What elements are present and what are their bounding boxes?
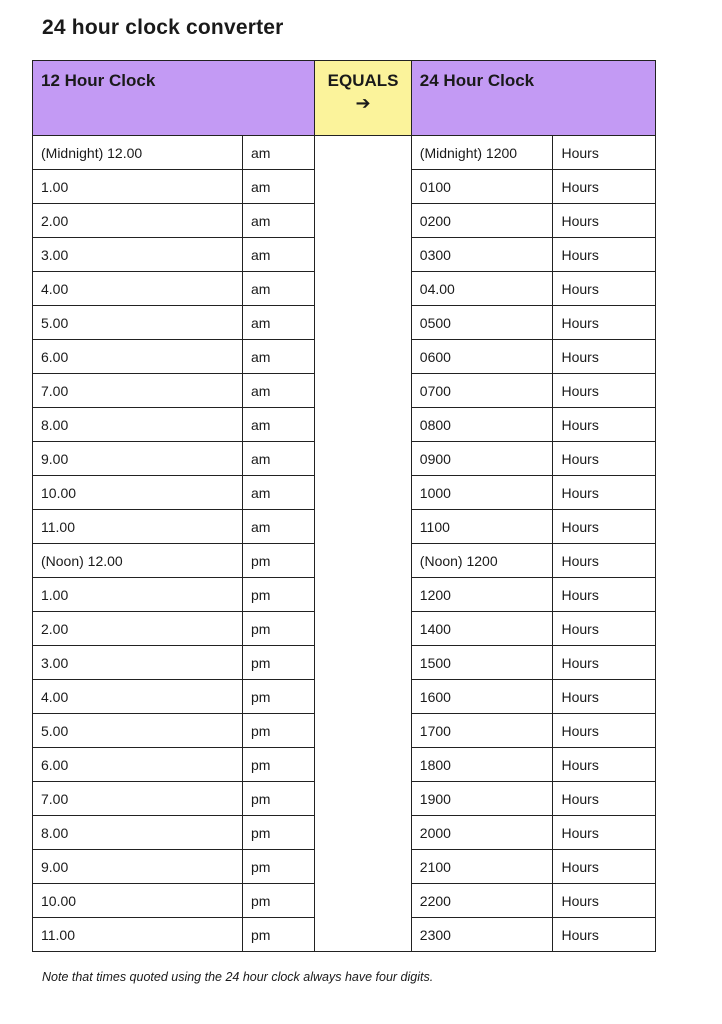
cell-hours-unit: Hours — [553, 884, 656, 918]
cell-12-hour-time: 2.00 — [33, 612, 243, 646]
cell-24-hour-time: 0200 — [411, 204, 553, 238]
cell-12-hour-time: 1.00 — [33, 170, 243, 204]
cell-24-hour-time: 0800 — [411, 408, 553, 442]
cell-am-pm: am — [243, 238, 315, 272]
cell-24-hour-time: 0600 — [411, 340, 553, 374]
cell-hours-unit: Hours — [553, 510, 656, 544]
page-title: 24 hour clock converter — [42, 16, 284, 39]
cell-24-hour-time: 1900 — [411, 782, 553, 816]
clock-conversion-table — [32, 60, 656, 952]
cell-24-hour-time: 0900 — [411, 442, 553, 476]
equals-column — [315, 136, 411, 952]
cell-am-pm: am — [243, 476, 315, 510]
right-arrow-icon: ➔ — [355, 93, 371, 113]
cell-hours-unit: Hours — [553, 204, 656, 238]
cell-12-hour-time: 7.00 — [33, 374, 243, 408]
cell-hours-unit: Hours — [553, 816, 656, 850]
cell-24-hour-time: (Noon) 1200 — [411, 544, 553, 578]
cell-24-hour-time: 0300 — [411, 238, 553, 272]
cell-am-pm: am — [243, 340, 315, 374]
cell-hours-unit: Hours — [553, 374, 656, 408]
cell-am-pm: pm — [243, 544, 315, 578]
header-24-hour-clock: 24 Hour Clock — [411, 61, 655, 136]
footnote: Note that times quoted using the 24 hour clock always have four digits. — [42, 970, 434, 984]
cell-12-hour-time: (Noon) 12.00 — [33, 544, 243, 578]
cell-hours-unit: Hours — [553, 170, 656, 204]
cell-12-hour-time: 11.00 — [33, 918, 243, 952]
cell-am-pm: am — [243, 374, 315, 408]
cell-am-pm: am — [243, 204, 315, 238]
cell-hours-unit: Hours — [553, 612, 656, 646]
cell-am-pm: pm — [243, 918, 315, 952]
cell-12-hour-time: 10.00 — [33, 476, 243, 510]
cell-12-hour-time: 9.00 — [33, 442, 243, 476]
cell-24-hour-time: 1700 — [411, 714, 553, 748]
cell-hours-unit: Hours — [553, 748, 656, 782]
cell-12-hour-time: 8.00 — [33, 816, 243, 850]
cell-hours-unit: Hours — [553, 306, 656, 340]
cell-am-pm: pm — [243, 578, 315, 612]
cell-am-pm: pm — [243, 850, 315, 884]
cell-24-hour-time: 2100 — [411, 850, 553, 884]
cell-24-hour-time: 1000 — [411, 476, 553, 510]
cell-hours-unit: Hours — [553, 442, 656, 476]
cell-12-hour-time: 2.00 — [33, 204, 243, 238]
cell-hours-unit: Hours — [553, 544, 656, 578]
cell-am-pm: pm — [243, 748, 315, 782]
cell-am-pm: pm — [243, 816, 315, 850]
cell-12-hour-time: 3.00 — [33, 646, 243, 680]
table-header-row — [33, 61, 656, 136]
cell-12-hour-time: 4.00 — [33, 272, 243, 306]
cell-hours-unit: Hours — [553, 476, 656, 510]
cell-am-pm: am — [243, 136, 315, 170]
cell-24-hour-time: 1500 — [411, 646, 553, 680]
cell-24-hour-time: 0700 — [411, 374, 553, 408]
cell-12-hour-time: (Midnight) 12.00 — [33, 136, 243, 170]
cell-am-pm: am — [243, 170, 315, 204]
table-body — [33, 136, 656, 952]
cell-12-hour-time: 3.00 — [33, 238, 243, 272]
cell-am-pm: pm — [243, 680, 315, 714]
cell-hours-unit: Hours — [553, 578, 656, 612]
cell-hours-unit: Hours — [553, 238, 656, 272]
cell-12-hour-time: 4.00 — [33, 680, 243, 714]
cell-hours-unit: Hours — [553, 714, 656, 748]
cell-hours-unit: Hours — [553, 782, 656, 816]
cell-hours-unit: Hours — [553, 272, 656, 306]
cell-24-hour-time: 2200 — [411, 884, 553, 918]
cell-24-hour-time: 1400 — [411, 612, 553, 646]
cell-hours-unit: Hours — [553, 850, 656, 884]
cell-24-hour-time: 2300 — [411, 918, 553, 952]
cell-hours-unit: Hours — [553, 918, 656, 952]
cell-hours-unit: Hours — [553, 680, 656, 714]
cell-am-pm: pm — [243, 612, 315, 646]
cell-am-pm: pm — [243, 646, 315, 680]
header-12-hour-clock: 12 Hour Clock — [33, 61, 315, 136]
cell-am-pm: am — [243, 442, 315, 476]
cell-24-hour-time: 2000 — [411, 816, 553, 850]
cell-24-hour-time: 0500 — [411, 306, 553, 340]
cell-12-hour-time: 8.00 — [33, 408, 243, 442]
cell-24-hour-time: 04.00 — [411, 272, 553, 306]
cell-12-hour-time: 1.00 — [33, 578, 243, 612]
cell-12-hour-time: 11.00 — [33, 510, 243, 544]
header-equals — [315, 61, 411, 136]
equals-label: EQUALS — [327, 71, 399, 90]
cell-24-hour-time: 0100 — [411, 170, 553, 204]
table-row — [33, 136, 656, 170]
cell-24-hour-time: 1800 — [411, 748, 553, 782]
cell-am-pm: pm — [243, 884, 315, 918]
cell-24-hour-time: (Midnight) 1200 — [411, 136, 553, 170]
cell-12-hour-time: 10.00 — [33, 884, 243, 918]
cell-12-hour-time: 7.00 — [33, 782, 243, 816]
cell-am-pm: am — [243, 408, 315, 442]
cell-12-hour-time: 6.00 — [33, 748, 243, 782]
cell-hours-unit: Hours — [553, 340, 656, 374]
cell-am-pm: pm — [243, 714, 315, 748]
cell-hours-unit: Hours — [553, 408, 656, 442]
cell-am-pm: am — [243, 272, 315, 306]
cell-24-hour-time: 1600 — [411, 680, 553, 714]
cell-24-hour-time: 1100 — [411, 510, 553, 544]
cell-am-pm: am — [243, 510, 315, 544]
cell-hours-unit: Hours — [553, 646, 656, 680]
cell-12-hour-time: 6.00 — [33, 340, 243, 374]
cell-12-hour-time: 5.00 — [33, 714, 243, 748]
cell-hours-unit: Hours — [553, 136, 656, 170]
cell-am-pm: am — [243, 306, 315, 340]
cell-12-hour-time: 5.00 — [33, 306, 243, 340]
cell-24-hour-time: 1200 — [411, 578, 553, 612]
cell-12-hour-time: 9.00 — [33, 850, 243, 884]
cell-am-pm: pm — [243, 782, 315, 816]
